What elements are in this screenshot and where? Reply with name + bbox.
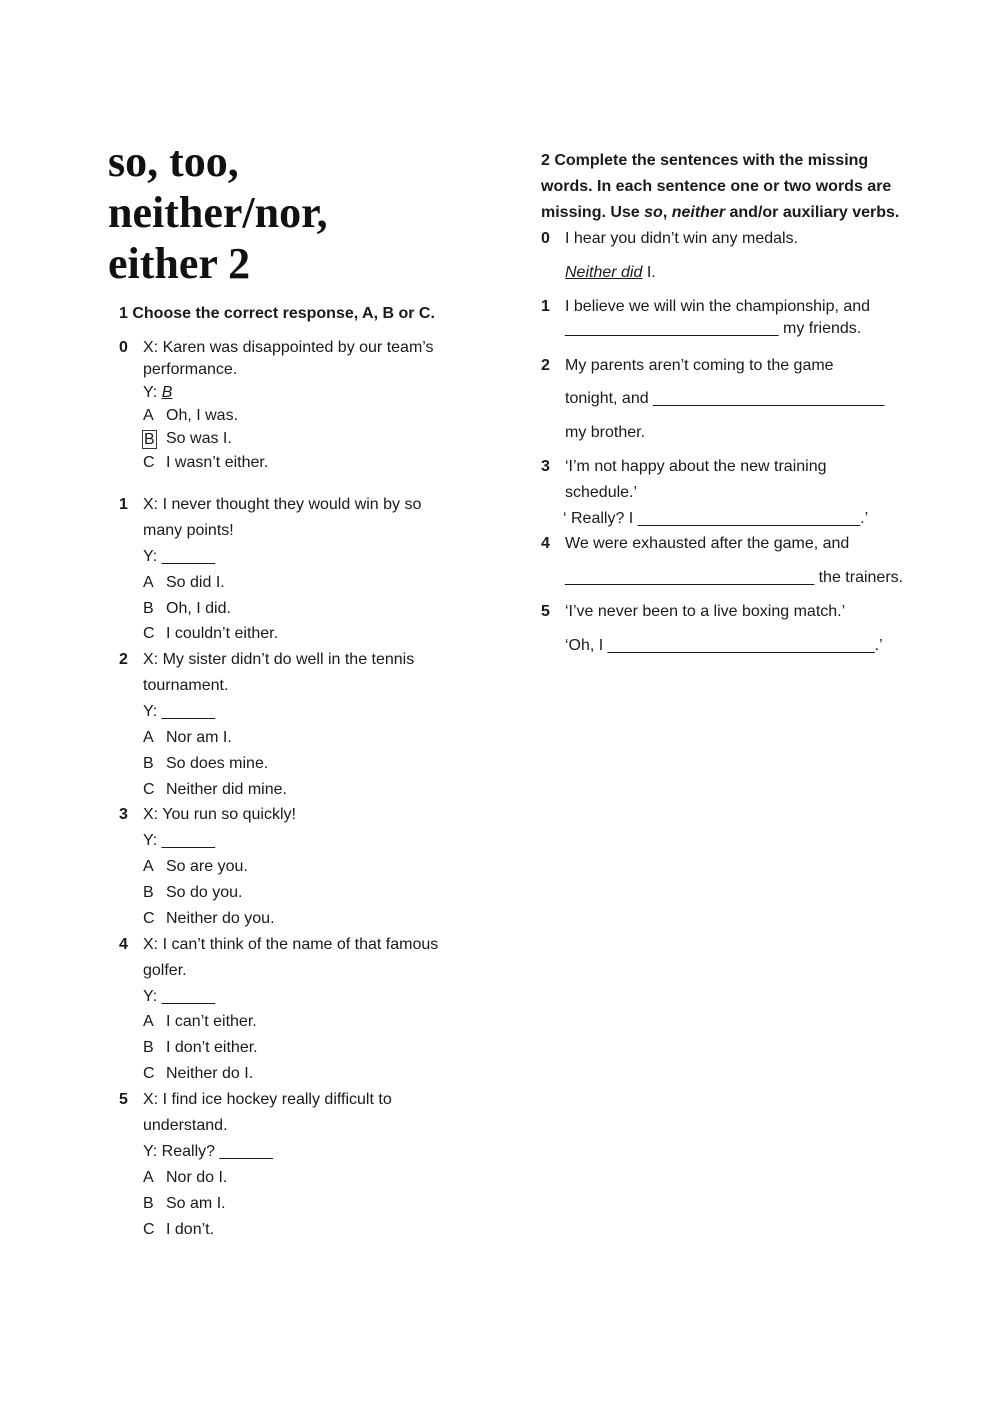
p2-item2-line3: my brother. (565, 424, 646, 441)
p2-item5-line2: ‘Oh, I ______________________________.’ (565, 637, 883, 654)
q3-y-line: Y: ______ (143, 832, 216, 849)
example-x-line2: performance. (143, 361, 238, 378)
q2-option-text-c: Neither did mine. (166, 781, 287, 798)
example-y-line (143, 384, 172, 402)
q1-option-letter-b: B (143, 600, 154, 617)
q1-option-letter-c: C (143, 625, 155, 642)
q4-option-letter-b: B (143, 1039, 154, 1056)
q5-option-text-b: So am I. (166, 1195, 226, 1212)
title-line-2: neither/nor, (108, 188, 328, 237)
p2-item0-answer-line (565, 264, 656, 282)
example-x-line1: X: Karen was disappointed by our team’s (143, 339, 434, 356)
example-option-text-c: I wasn’t either. (166, 454, 269, 471)
q5-option-text-c: I don’t. (166, 1221, 215, 1238)
q3-option-letter-b: B (143, 884, 154, 901)
q3-option-letter-a: A (143, 858, 154, 875)
part2-heading-so: so (644, 204, 663, 221)
part2-heading-line1: 2 Complete the sentences with the missing (541, 152, 869, 169)
q4-y-line: Y: ______ (143, 988, 216, 1005)
q1-x-line1: X: I never thought they would win by so (143, 496, 422, 513)
q2-x-line2: tournament. (143, 677, 229, 694)
q1-option-text-b: Oh, I did. (166, 600, 231, 617)
p2-item4-line2: ____________________________ the trainers. (565, 569, 904, 586)
part2-heading-text-b: and/or auxiliary verbs. (725, 204, 900, 221)
q2-option-text-b: So does mine. (166, 755, 269, 772)
q2-x-line1: X: My sister didn’t do well in the tennis (143, 651, 415, 668)
example-y-answer: B (161, 384, 173, 401)
example-option-letter-c: C (143, 454, 155, 471)
part2-heading-line2: words. In each sentence one or two words are (541, 178, 892, 195)
p2-item2-line1: My parents aren’t coming to the game (565, 357, 834, 374)
example-y-prefix: Y: (143, 384, 162, 401)
q5-option-letter-b: B (143, 1195, 154, 1212)
q5-number: 5 (119, 1091, 128, 1108)
q1-option-letter-a: A (143, 574, 154, 591)
example-option-text-a: Oh, I was. (166, 407, 239, 424)
q3-option-text-b: So do you. (166, 884, 243, 901)
p2-item3-line3: ‘ Really? I _________________________.’ (563, 510, 869, 527)
example-option-text-b: So was I. (166, 430, 232, 447)
q2-number: 2 (119, 651, 128, 668)
q5-x-line1: X: I find ice hockey really difficult to (143, 1091, 392, 1108)
p2-item3-line2: schedule.’ (565, 484, 638, 501)
p2-item5-line1: ‘I’ve never been to a live boxing match.’ (565, 603, 846, 620)
q3-option-text-c: Neither do you. (166, 910, 275, 927)
p2-item0-number: 0 (541, 230, 550, 247)
q4-number: 4 (119, 936, 128, 953)
p2-item0-line1: I hear you didn’t win any medals. (565, 230, 799, 247)
p2-item1-line2: ________________________ my friends. (565, 320, 862, 337)
title-line-1: so, too, (108, 137, 239, 186)
q4-option-text-c: Neither do I. (166, 1065, 254, 1082)
q2-y-line: Y: ______ (143, 703, 216, 720)
q5-option-text-a: Nor do I. (166, 1169, 228, 1186)
q1-x-line2: many points! (143, 522, 234, 539)
q4-option-text-a: I can’t either. (166, 1013, 257, 1030)
p2-item3-line1: ‘I’m not happy about the new training (565, 458, 827, 475)
part1-heading: 1 Choose the correct response, A, B or C. (119, 305, 435, 322)
q1-y-line: Y: ______ (143, 548, 216, 565)
part2-heading-text-a: missing. Use (541, 204, 645, 221)
q4-option-letter-a: A (143, 1013, 154, 1030)
p2-item2-number: 2 (541, 357, 550, 374)
q3-x-line1: X: You run so quickly! (143, 806, 296, 823)
q5-option-letter-a: A (143, 1169, 154, 1186)
q3-number: 3 (119, 806, 128, 823)
q5-option-letter-c: C (143, 1221, 155, 1238)
example-number: 0 (119, 339, 128, 356)
q4-x-line2: golfer. (143, 962, 187, 979)
q2-option-letter-c: C (143, 781, 155, 798)
q2-option-text-a: Nor am I. (166, 729, 232, 746)
q1-option-text-a: So did I. (166, 574, 225, 591)
q5-x-line2: understand. (143, 1117, 228, 1134)
example-option-letter-a: A (143, 407, 154, 424)
p2-item1-line1: I believe we will win the championship, and (565, 298, 871, 315)
q1-number: 1 (119, 496, 128, 513)
p2-item2-line2: tonight, and __________________________ (565, 390, 885, 407)
page-title (108, 136, 328, 289)
q3-option-letter-c: C (143, 910, 155, 927)
p2-item4-number: 4 (541, 535, 550, 552)
part2-heading-comma: , (662, 204, 672, 221)
q3-option-text-a: So are you. (166, 858, 248, 875)
q5-y-line: Y: Really? ______ (143, 1143, 273, 1160)
title-line-3: either 2 (108, 239, 251, 288)
q4-option-text-b: I don’t either. (166, 1039, 258, 1056)
p2-item0-answer: Neither did (565, 264, 643, 281)
q4-option-letter-c: C (143, 1065, 155, 1082)
p2-item4-line1: We were exhausted after the game, and (565, 535, 850, 552)
q1-option-text-c: I couldn’t either. (166, 625, 279, 642)
part2-heading-neither: neither (671, 204, 726, 221)
example-option-letter-b: B (144, 431, 155, 448)
q2-option-letter-b: B (143, 755, 154, 772)
p2-item3-number: 3 (541, 458, 550, 475)
p2-item1-number: 1 (541, 298, 550, 315)
part2-heading-line3 (541, 204, 899, 222)
p2-item5-number: 5 (541, 603, 550, 620)
p2-item0-answer-tail: I. (642, 264, 656, 281)
q4-x-line1: X: I can’t think of the name of that famous (143, 936, 439, 953)
q2-option-letter-a: A (143, 729, 154, 746)
